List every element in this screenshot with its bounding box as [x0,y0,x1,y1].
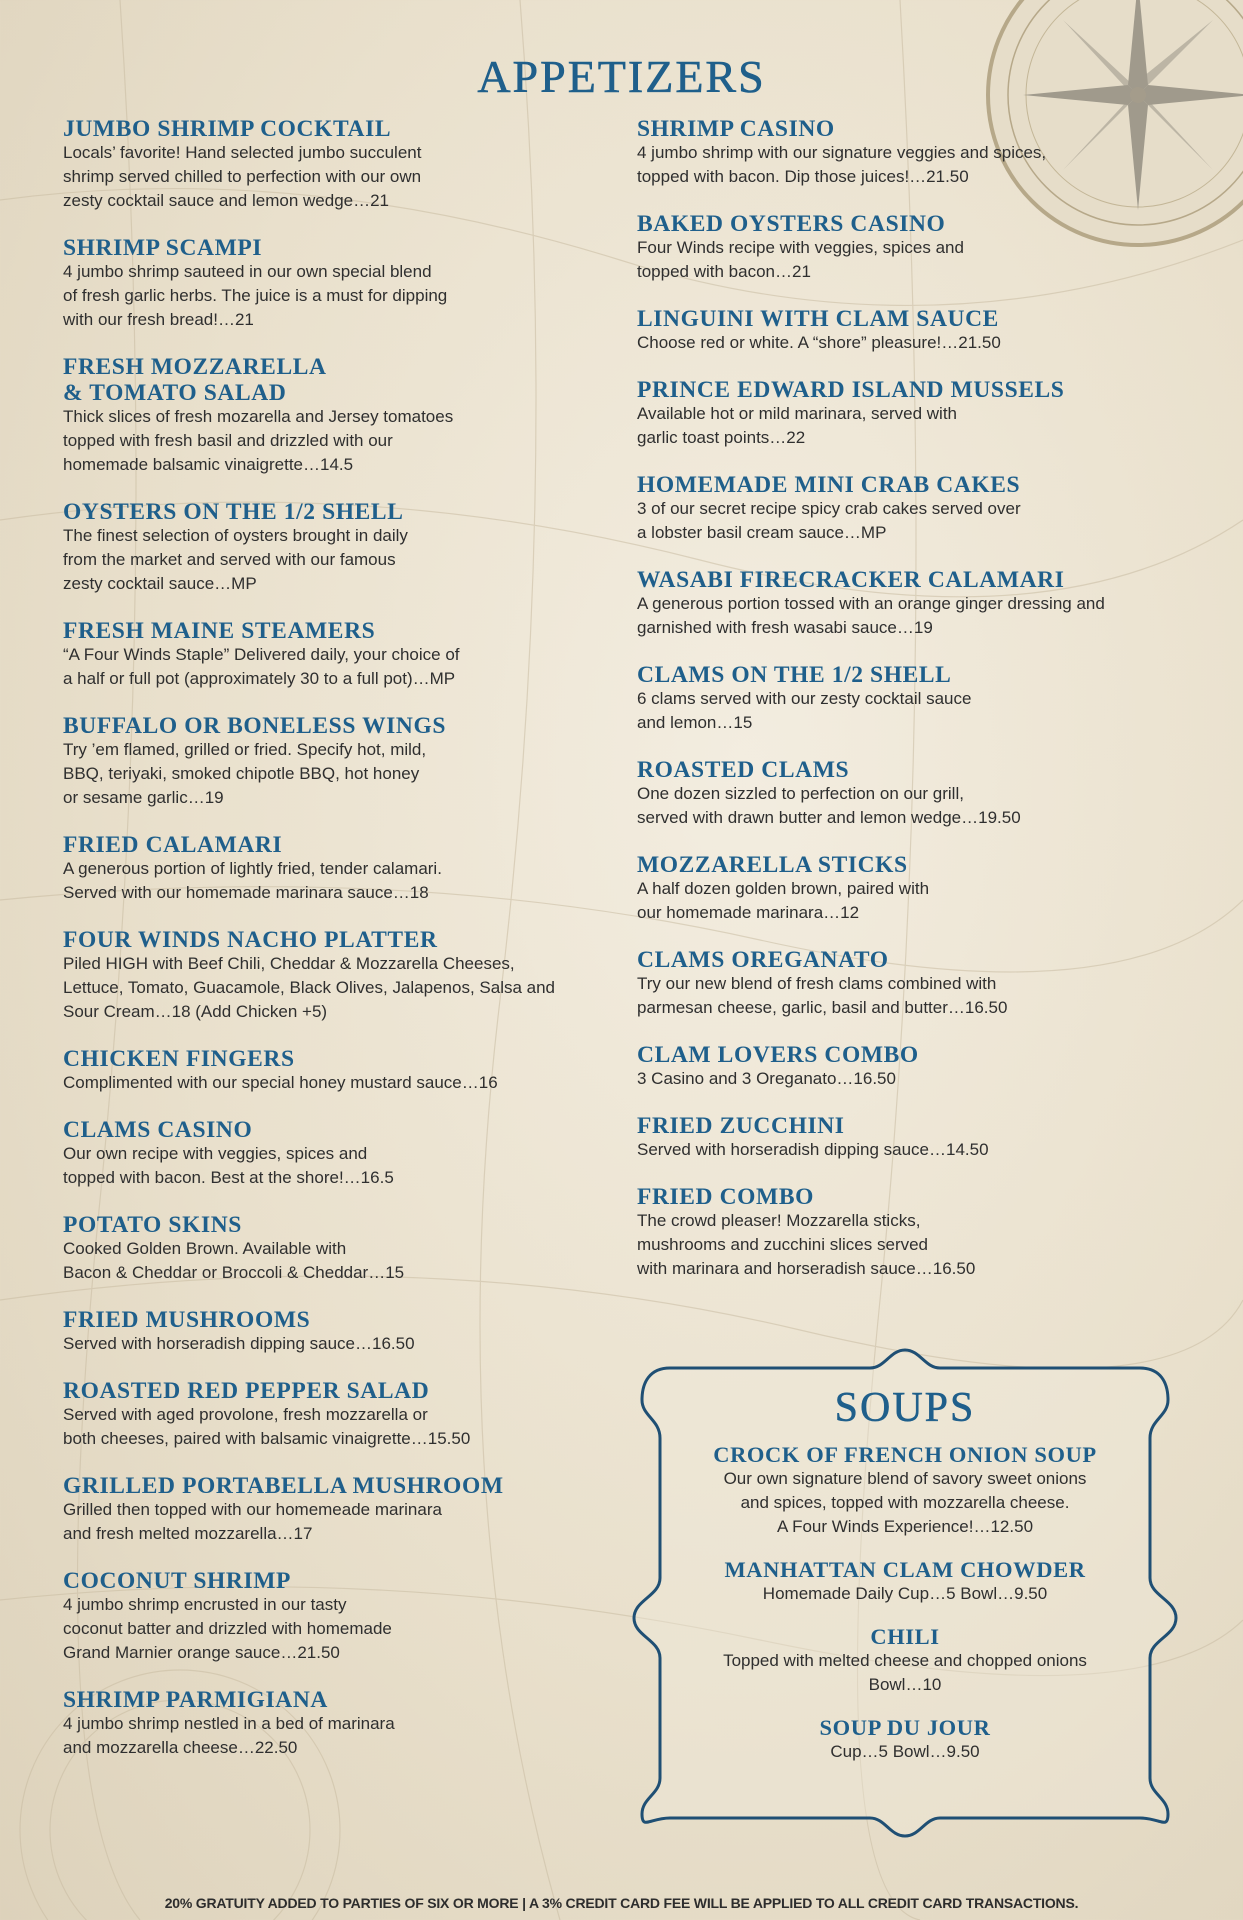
menu-item [63,1687,603,1760]
item-description: 3 Casino and 3 Oreganato…16.50 [637,1069,896,1088]
item-name: CHILI [870,1624,940,1649]
item-description: Homemade Daily Cup…5 Bowl…9.50 [762,1584,1048,1603]
menu-item [637,116,1197,189]
menu-item [637,1113,1197,1162]
item-description: Served with horseradish dipping sauce…16.50 [63,1334,415,1353]
menu-item [63,713,603,810]
item-description: 4 jumbo shrimp nestled in a bed of marinara and mozzarella cheese…22.50 [63,1714,395,1757]
item-description: Cup…5 Bowl…9.50 [830,1742,980,1761]
item-name: CLAMS CASINO [63,1117,253,1143]
menu-item [637,472,1197,545]
page-title: APPETIZERS [477,51,766,102]
item-description: Served with horseradish dipping sauce…14.50 [637,1140,989,1159]
item-description: Grilled then topped with our homemeade marinara and fresh melted mozzarella…17 [63,1500,442,1543]
item-name: CLAM LOVERS COMBO [637,1042,919,1068]
item-description: A generous portion of lightly fried, tender calamari. Served with our homemade marinara sauce…18 [63,859,442,902]
menu-item [63,116,603,213]
menu-item [637,306,1197,355]
item-description: 6 clams served with our zesty cocktail sauce and lemon…15 [637,689,972,732]
soup-item [640,1557,1170,1606]
item-name: CLAMS ON THE 1/2 SHELL [637,662,952,688]
item-name: SHRIMP SCAMPI [63,235,263,261]
item-description: The finest selection of oysters brought in daily from the market and served with our famous zesty cocktail sauce…MP [63,526,408,593]
item-name: SOUP DU JOUR [819,1715,991,1740]
item-description: Cooked Golden Brown. Available with Bacon & Cheddar or Broccoli & Cheddar…15 [63,1239,405,1282]
item-description: Piled HIGH with Beef Chili, Cheddar & Mozzarella Cheeses, Lettuce, Tomato, Guacamole, Black Olives, Jalapenos, Salsa and Sour Cream…18 (Add Chicken +5) [63,954,556,1021]
item-name: LINGUINI WITH CLAM SAUCE [637,306,999,332]
menu-item [63,354,603,477]
item-description: Four Winds recipe with veggies, spices and topped with bacon…21 [637,238,964,281]
item-name: WASABI FIRECRACKER CALAMARI [637,567,1065,593]
menu-item [63,235,603,332]
soup-item [640,1442,1170,1539]
item-name: FRIED MUSHROOMS [63,1307,311,1333]
item-description: Our own signature blend of savory sweet onions and spices, topped with mozzarella cheese. A Four Winds Experience!…12.50 [723,1469,1087,1536]
right-column [637,116,1197,1303]
menu-item [637,662,1197,735]
menu-item [63,1568,603,1665]
item-name: ROASTED CLAMS [637,757,850,783]
item-name: MANHATTAN CLAM CHOWDER [724,1557,1086,1582]
menu-item [637,211,1197,284]
left-column [63,116,603,1782]
item-description: Locals’ favorite! Hand selected jumbo succulent shrimp served chilled to perfection with our own zesty cocktail sauce and lemon wedge…21 [63,143,422,210]
soup-item [640,1715,1170,1764]
item-description: 4 jumbo shrimp encrusted in our tasty coconut batter and drizzled with homemade Grand Marnier orange sauce…21.50 [63,1595,392,1662]
item-name: FOUR WINDS NACHO PLATTER [63,927,438,953]
menu-item [63,1117,603,1190]
item-name: FRIED COMBO [637,1184,814,1210]
item-name: JUMBO SHRIMP COCKTAIL [63,116,392,142]
item-description: Try ’em flamed, grilled or fried. Specify hot, mild, BBQ, teriyaki, smoked chipotle BBQ, hot honey or sesame garlic…19 [63,740,427,807]
menu-item [63,1046,603,1095]
item-name: OYSTERS ON THE 1/2 SHELL [63,499,404,525]
item-name: ROASTED RED PEPPER SALAD [63,1378,430,1404]
item-description: Thick slices of fresh mozarella and Jersey tomatoes topped with fresh basil and drizzled with our homemade balsamic vinaigrette…14.5 [63,407,454,474]
menu-item [63,1307,603,1356]
soup-item [640,1624,1170,1697]
menu-item [637,567,1197,640]
item-name: COCONUT SHRIMP [63,1568,291,1594]
item-name: BUFFALO OR BONELESS WINGS [63,713,447,739]
menu-item [63,1473,603,1546]
item-description: 4 jumbo shrimp with our signature veggies and spices, topped with bacon. Dip those juices!…21.50 [637,143,1047,186]
item-description: A generous portion tossed with an orange ginger dressing and garnished with fresh wasabi sauce…19 [637,594,1105,637]
item-name: FRESH MOZZARELLA & TOMATO SALAD [63,354,327,406]
menu-item [63,832,603,905]
menu-item [63,1212,603,1285]
footer-notice: 20% GRATUITY ADDED TO PARTIES OF SIX OR MORE | A 3% CREDIT CARD FEE WILL BE APPLIED TO ALL CREDIT CARD TRANSACTIONS. [164,1895,1079,1911]
menu-item [637,757,1197,830]
item-name: SHRIMP PARMIGIANA [63,1687,328,1713]
menu-item [637,852,1197,925]
item-name: HOMEMADE MINI CRAB CAKES [637,472,1021,498]
item-name: BAKED OYSTERS CASINO [637,211,946,237]
menu-item [637,377,1197,450]
soups-section [640,1384,1170,1782]
item-description: 3 of our secret recipe spicy crab cakes served over a lobster basil cream sauce…MP [637,499,1021,542]
menu-item [63,927,603,1024]
item-name: PRINCE EDWARD ISLAND MUSSELS [637,377,1065,403]
menu-item [637,1184,1197,1281]
menu-item [637,1042,1197,1091]
item-description: Try our new blend of fresh clams combined with parmesan cheese, garlic, basil and butter…16.50 [637,974,1008,1017]
item-description: “A Four Winds Staple” Delivered daily, your choice of a half or full pot (approximately 30 to a full pot)…MP [63,645,460,688]
item-name: MOZZARELLA STICKS [637,852,908,878]
item-name: GRILLED PORTABELLA MUSHROOM [63,1473,504,1499]
menu-item [63,618,603,691]
item-name: CHICKEN FINGERS [63,1046,295,1072]
item-description: Topped with melted cheese and chopped onions Bowl…10 [723,1651,1087,1694]
menu-item [63,1378,603,1451]
item-description: Complimented with our special honey mustard sauce…16 [63,1073,498,1092]
item-name: CROCK OF FRENCH ONION SOUP [713,1442,1097,1467]
item-description: The crowd pleaser! Mozzarella sticks, mushrooms and zucchini slices served with marinara and horseradish sauce…16.50 [637,1211,976,1278]
item-name: FRIED ZUCCHINI [637,1113,845,1139]
item-description: A half dozen golden brown, paired with our homemade marinara…12 [637,879,930,922]
menu-item [637,947,1197,1020]
item-description: Available hot or mild marinara, served with garlic toast points…22 [637,404,957,447]
item-name: FRIED CALAMARI [63,832,283,858]
item-description: 4 jumbo shrimp sauteed in our own special blend of fresh garlic herbs. The juice is a must for dipping with our fresh bread!…21 [63,262,448,329]
item-name: POTATO SKINS [63,1212,242,1238]
item-description: Served with aged provolone, fresh mozzarella or both cheeses, paired with balsamic vinaigrette…15.50 [63,1405,471,1448]
soups-title: SOUPS [834,1385,976,1431]
item-name: FRESH MAINE STEAMERS [63,618,376,644]
item-description: One dozen sizzled to perfection on our grill, served with drawn butter and lemon wedge…19.50 [637,784,1021,827]
item-name: CLAMS OREGANATO [637,947,889,973]
item-description: Choose red or white. A “shore” pleasure!…21.50 [637,333,1001,352]
item-description: Our own recipe with veggies, spices and topped with bacon. Best at the shore!…16.5 [63,1144,394,1187]
item-name: SHRIMP CASINO [637,116,835,142]
menu-item [63,499,603,596]
